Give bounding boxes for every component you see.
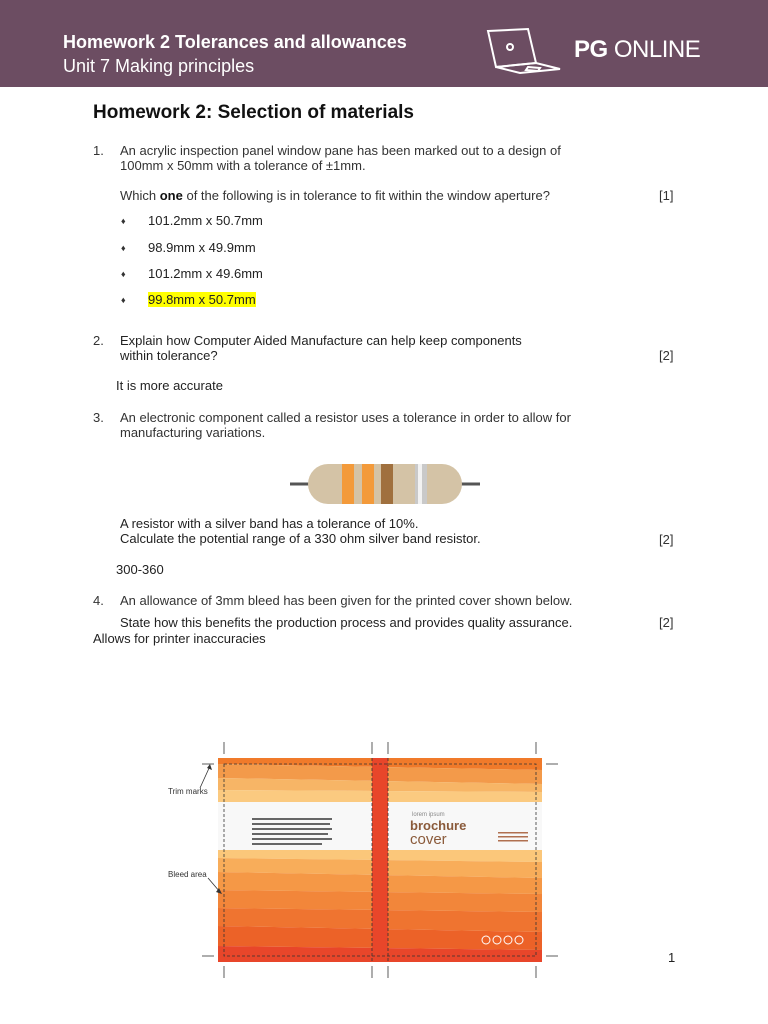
- option-4-highlighted: 99.8mm x 50.7mm: [148, 292, 256, 307]
- page-number: 1: [668, 950, 676, 965]
- document-title: Homework 2: Selection of materials: [93, 102, 414, 123]
- resistor-image: [290, 460, 480, 508]
- brochure-small-label: lorem ipsum: [412, 812, 445, 818]
- question-2-text-line1: Explain how Computer Aided Manufacture can help keep components: [120, 333, 522, 348]
- laptop-icon: [484, 27, 564, 75]
- question-4-text-line1: An allowance of 3mm bleed has been given for the printed cover shown below.: [120, 593, 573, 608]
- bullet-icon: ♦: [121, 295, 126, 305]
- question-1-text-line2: 100mm x 50mm with a tolerance of ±1mm.: [120, 158, 366, 173]
- bullet-icon: ♦: [121, 243, 126, 253]
- question-1-marks: [1]: [659, 188, 674, 203]
- option-3: 101.2mm x 49.6mm: [148, 266, 263, 281]
- question-1-text-line1: An acrylic inspection panel window pane has been marked out to a design of: [120, 143, 561, 158]
- brochure-cover-image: [160, 740, 570, 980]
- header-subtitle: Unit 7 Making principles: [63, 56, 255, 76]
- question-4-answer: Allows for printer inaccuracies: [93, 631, 266, 646]
- bullet-icon: ♦: [121, 216, 126, 226]
- question-2-text-line2: within tolerance?: [120, 348, 218, 363]
- brochure-title-word2: cover: [410, 831, 447, 848]
- question-3-text-line4: Calculate the potential range of a 330 ohm silver band resistor.: [120, 531, 481, 546]
- question-2-number: 2.: [93, 333, 104, 348]
- question-4-number: 4.: [93, 593, 104, 608]
- question-3-number: 3.: [93, 410, 104, 425]
- question-1-number: 1.: [93, 143, 104, 158]
- question-1-prompt: Which one of the following is in tolerance to fit within the window aperture?: [120, 188, 550, 203]
- question-3-text-line3: A resistor with a silver band has a tolerance of 10%.: [120, 516, 419, 531]
- option-2: 98.9mm x 49.9mm: [148, 240, 256, 255]
- question-3-marks: [2]: [659, 532, 674, 547]
- question-2-marks: [2]: [659, 348, 674, 363]
- question-2-answer: It is more accurate: [116, 378, 223, 393]
- brochure-title-word1: brochure: [410, 818, 467, 833]
- question-3-text-line1: An electronic component called a resistor uses a tolerance in order to allow for: [120, 410, 571, 425]
- question-4-marks: [2]: [659, 615, 674, 630]
- question-3-answer: 300-360: [116, 562, 164, 577]
- header-title: Homework 2 Tolerances and allowances: [63, 32, 407, 52]
- question-3-text-line2: manufacturing variations.: [120, 425, 266, 440]
- trim-marks-label: Trim marks: [168, 787, 208, 796]
- question-4-text-line2: State how this benefits the production process and provides quality assurance.: [120, 615, 573, 630]
- page-header: [0, 0, 768, 87]
- option-1: 101.2mm x 50.7mm: [148, 213, 263, 228]
- pg-online-logo: PG ONLINE: [574, 36, 701, 63]
- bleed-area-label: Bleed area: [168, 870, 207, 879]
- bullet-icon: ♦: [121, 269, 126, 279]
